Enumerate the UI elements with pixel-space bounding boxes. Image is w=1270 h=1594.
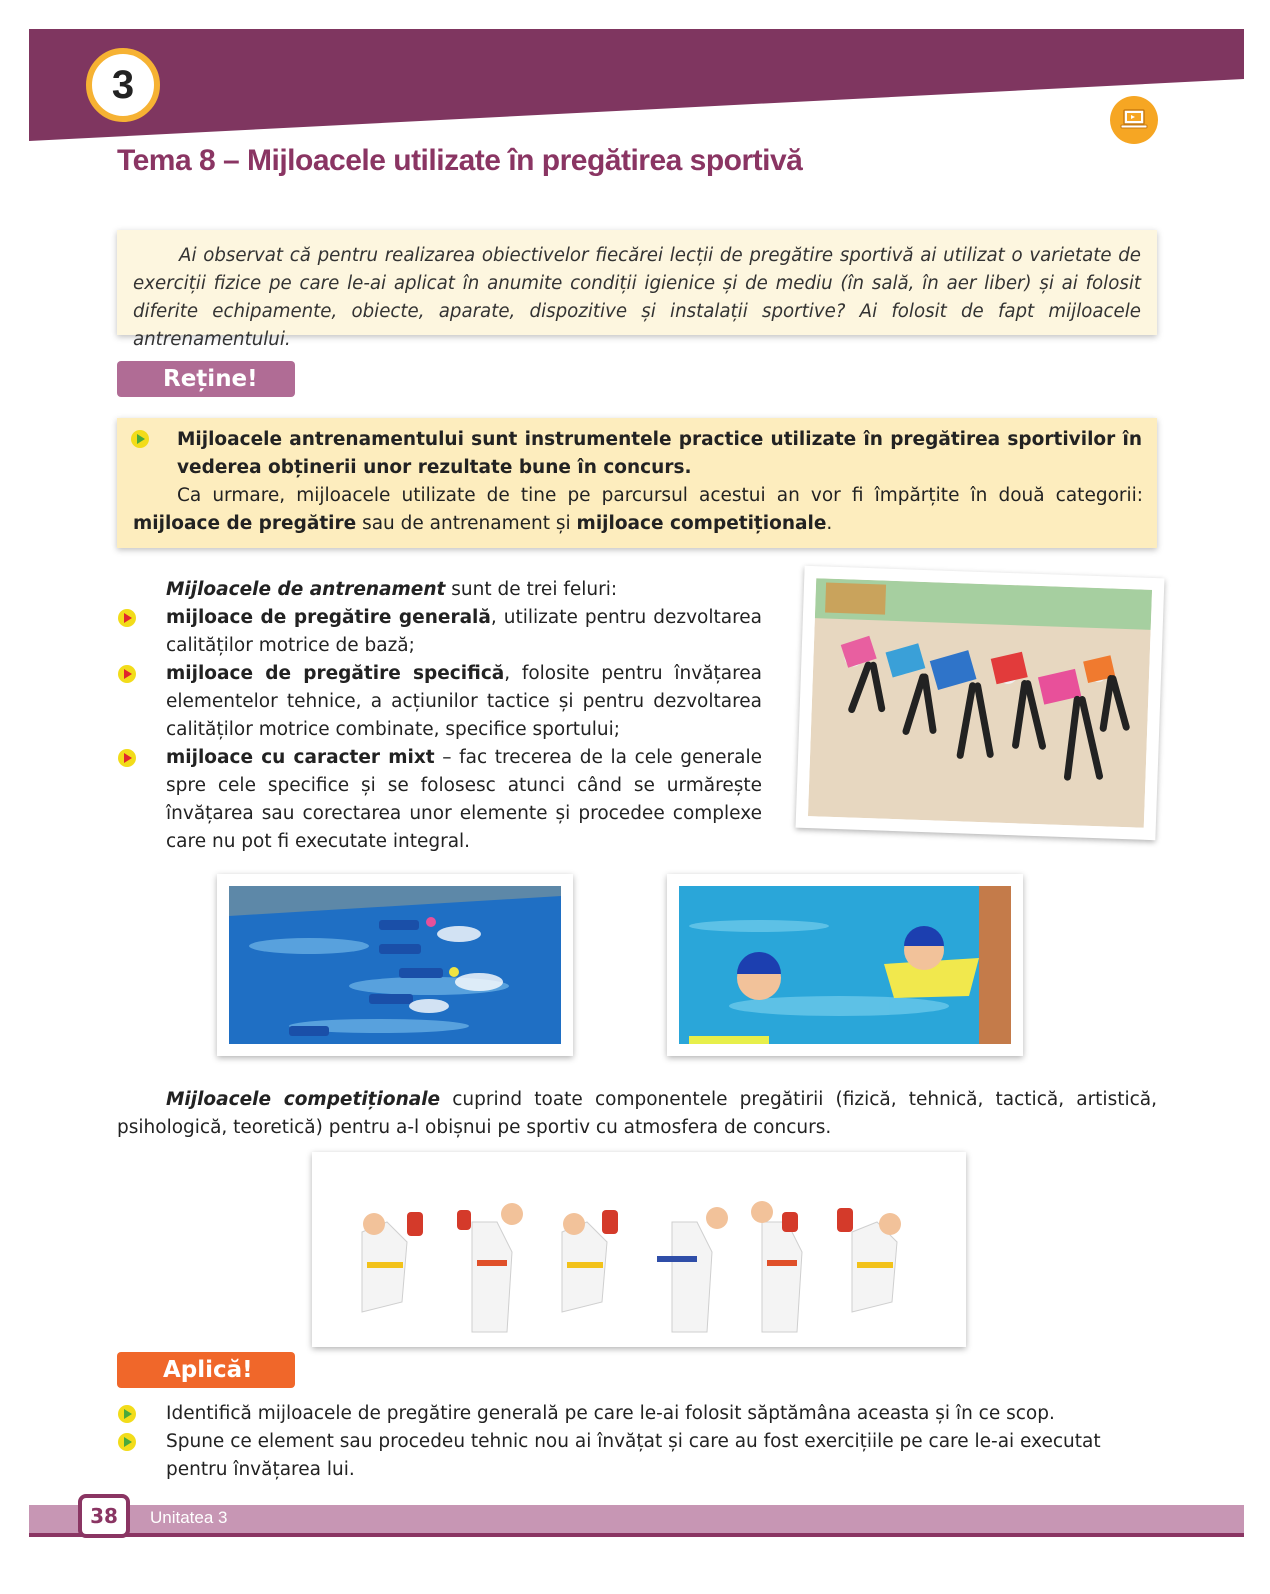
exercise-item: Identifică mijloacele de pregătire generală pe care le-ai folosit săptămâna aceasta și în ce scop. xyxy=(166,1403,1055,1424)
unit-number-badge: 3 xyxy=(86,48,160,122)
header-band xyxy=(29,29,1244,141)
unit-label: Unitatea 3 xyxy=(150,1508,228,1527)
swimming-photo-kickboards xyxy=(217,874,573,1056)
bullet-icon xyxy=(118,1433,136,1451)
bullet-icon xyxy=(118,609,136,627)
footer-line xyxy=(29,1533,1244,1537)
exercise-item: Spune ce element sau procedeu tehnic nou ai învățat și care au fost exercițiile pe care le-ai executat pentru învățarea lui. xyxy=(166,1431,1101,1480)
aplica-heading: Aplică! xyxy=(117,1352,295,1388)
laptop-icon[interactable] xyxy=(1110,96,1158,144)
swimming-photo-children xyxy=(667,874,1023,1056)
bullet-icon xyxy=(118,665,136,683)
bullet-icon xyxy=(131,430,149,448)
lesson-title: Tema 8 – Mijloacele utilizate în pregătirea sportivă xyxy=(117,144,803,177)
key-definition: Mijloacele antrenamentului sunt instrumentele practice utilizate în pregătirea sportivilor în vederea obținerii unor rezultate bune în concurs. xyxy=(177,429,1142,478)
category-competitive: mijloace competiționale xyxy=(576,513,827,534)
list-item: mijloace de pregătire generală, utilizate pentru dezvoltarea calităților motrice de bază; xyxy=(166,607,763,656)
bullet-icon xyxy=(118,749,136,767)
intro-text: Ai observat că pentru realizarea obiectivelor fiecărei lecții de pregătire sportivă ai utilizat o varietate de exerciții fizice pe care le-ai aplicat în anumite condiții igienice și de mediu (în sală, în aer liber) și ai folosit diferite echipamente, obiecte, aparate, dispozitive și instalații sportive? Ai folosit de fapt mijloacele antrenamentului. xyxy=(133,245,1141,350)
list-item: mijloace cu caracter mixt – fac trecerea de la cele generale spre cele specifice și se folosesc atunci când se urmărește învățarea sau corectarea unor elemente și procedee complexe care nu pot fi executate integral. xyxy=(166,747,762,852)
competitive-means-text: Mijloacele competiționale cuprind toate componentele pregătirii (fizică, tehnică, tactică, artistică, psihologică, teoretică) pentru a-l obișnui pe sportiv cu atmosfera de concurs. xyxy=(117,1089,1157,1138)
training-means-intro: Mijloacele de antrenament sunt de trei feluri: xyxy=(166,579,618,600)
page-number: 38 xyxy=(78,1494,130,1538)
karate-photo xyxy=(312,1152,966,1347)
list-item: mijloace de pregătire specifică, folosite pentru învățarea elementelor tehnice, a acțiunilor tactice și pentru dezvoltarea calităților motrice combinate, specifice sportului; xyxy=(166,663,762,740)
key-categories: Ca urmare, mijloacele utilizate de tine pe parcursul acestui an vor fi împărțite în două categorii: mijloace de pregătire sau de antrenament și mijloace competiționale. xyxy=(133,485,1143,534)
gym-stretching-photo xyxy=(796,566,1165,840)
category-training: mijloace de pregătire xyxy=(133,513,357,534)
bullet-icon xyxy=(118,1405,136,1423)
intro-box xyxy=(117,230,1157,350)
key-concept-box xyxy=(117,418,1157,548)
retine-heading: Reține! xyxy=(117,361,295,397)
